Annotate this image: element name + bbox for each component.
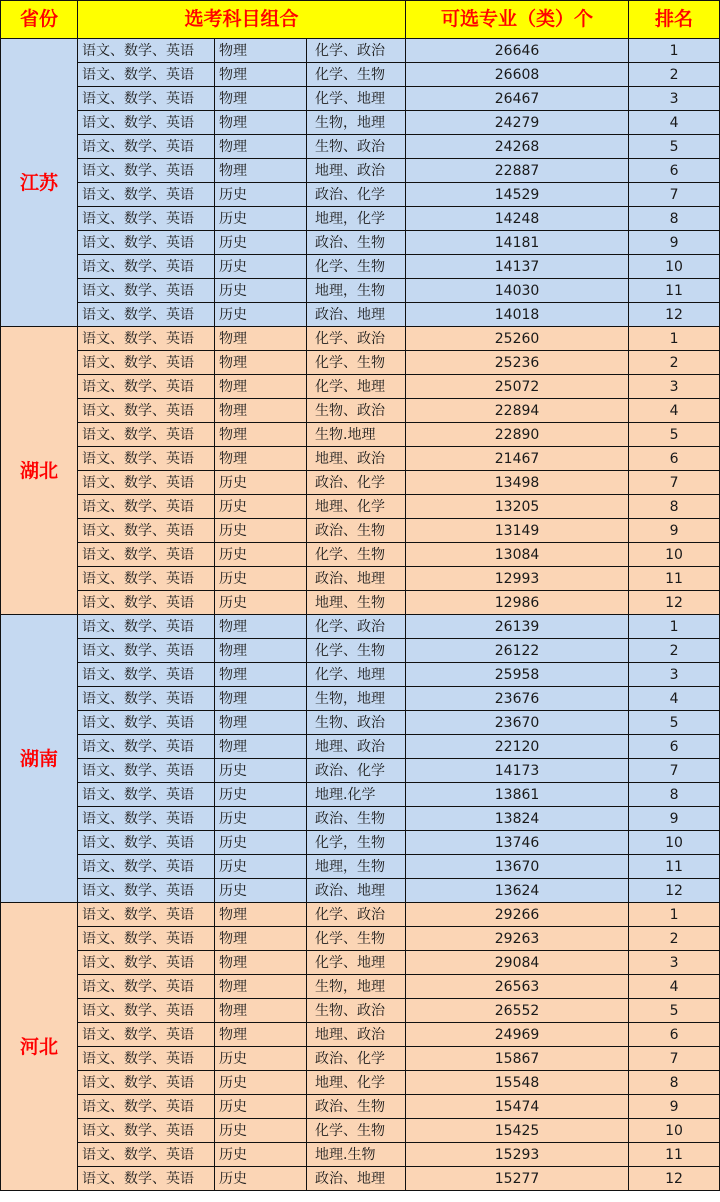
elective-subjects-cell: 化学、政治 (307, 327, 406, 351)
primary-subject-cell: 物理 (215, 951, 307, 975)
major-count-cell: 26646 (406, 39, 629, 63)
elective-subjects-cell: 政治、地理 (307, 879, 406, 903)
table-row (1, 1047, 720, 1071)
elective-subjects-cell: 化学、政治 (307, 903, 406, 927)
rank-cell: 9 (629, 519, 720, 543)
elective-subjects-cell: 化学、地理 (307, 87, 406, 111)
table-row (1, 39, 720, 63)
major-count-cell: 15277 (406, 1167, 629, 1191)
table-row (1, 1167, 720, 1191)
major-count-cell: 12986 (406, 591, 629, 615)
header-count: 可选专业（类）个 (406, 1, 629, 39)
elective-subjects-cell: 地理，化学 (307, 207, 406, 231)
elective-subjects-cell: 地理.生物 (307, 1143, 406, 1167)
rank-cell: 4 (629, 975, 720, 999)
major-count-cell: 22890 (406, 423, 629, 447)
elective-subjects-cell: 地理.化学 (307, 783, 406, 807)
rank-cell: 5 (629, 999, 720, 1023)
elective-subjects-cell: 生物、政治 (307, 711, 406, 735)
elective-subjects-cell: 生物，地理 (307, 975, 406, 999)
elective-subjects-cell: 地理、生物 (307, 591, 406, 615)
rank-cell: 6 (629, 447, 720, 471)
table-row (1, 879, 720, 903)
elective-subjects-cell: 生物，地理 (307, 111, 406, 135)
rank-cell: 12 (629, 1167, 720, 1191)
table-row (1, 807, 720, 831)
elective-subjects-cell: 政治、化学 (307, 471, 406, 495)
rank-cell: 6 (629, 1023, 720, 1047)
major-count-cell: 13670 (406, 855, 629, 879)
major-count-cell: 14529 (406, 183, 629, 207)
core-subjects-cell: 语文、数学、英语 (78, 975, 215, 999)
table-row (1, 375, 720, 399)
major-count-cell: 13624 (406, 879, 629, 903)
core-subjects-cell: 语文、数学、英语 (78, 1119, 215, 1143)
elective-subjects-cell: 生物.地理 (307, 423, 406, 447)
elective-subjects-cell: 地理、化学 (307, 1071, 406, 1095)
core-subjects-cell: 语文、数学、英语 (78, 903, 215, 927)
elective-subjects-cell: 生物、政治 (307, 399, 406, 423)
core-subjects-cell: 语文、数学、英语 (78, 231, 215, 255)
major-count-cell: 13824 (406, 807, 629, 831)
core-subjects-cell: 语文、数学、英语 (78, 39, 215, 63)
core-subjects-cell: 语文、数学、英语 (78, 783, 215, 807)
major-count-cell: 13205 (406, 495, 629, 519)
table-row (1, 63, 720, 87)
primary-subject-cell: 物理 (215, 159, 307, 183)
core-subjects-cell: 语文、数学、英语 (78, 759, 215, 783)
elective-subjects-cell: 化学、生物 (307, 351, 406, 375)
primary-subject-cell: 历史 (215, 543, 307, 567)
primary-subject-cell: 物理 (215, 975, 307, 999)
table-row (1, 447, 720, 471)
table-row (1, 663, 720, 687)
elective-subjects-cell: 化学、地理 (307, 951, 406, 975)
table-row (1, 279, 720, 303)
elective-subjects-cell: 政治、生物 (307, 231, 406, 255)
elective-subjects-cell: 化学、政治 (307, 39, 406, 63)
rank-cell: 1 (629, 615, 720, 639)
primary-subject-cell: 物理 (215, 351, 307, 375)
primary-subject-cell: 物理 (215, 111, 307, 135)
table-row (1, 327, 720, 351)
core-subjects-cell: 语文、数学、英语 (78, 351, 215, 375)
major-count-cell: 23670 (406, 711, 629, 735)
primary-subject-cell: 物理 (215, 687, 307, 711)
primary-subject-cell: 物理 (215, 63, 307, 87)
rank-cell: 12 (629, 879, 720, 903)
major-count-cell: 13861 (406, 783, 629, 807)
core-subjects-cell: 语文、数学、英语 (78, 87, 215, 111)
primary-subject-cell: 物理 (215, 423, 307, 447)
elective-subjects-cell: 政治、生物 (307, 519, 406, 543)
table-row (1, 543, 720, 567)
province-cell: 湖南 (1, 615, 78, 903)
table-row (1, 831, 720, 855)
core-subjects-cell: 语文、数学、英语 (78, 951, 215, 975)
table-row (1, 111, 720, 135)
table-row (1, 351, 720, 375)
primary-subject-cell: 历史 (215, 495, 307, 519)
elective-subjects-cell: 政治、地理 (307, 303, 406, 327)
primary-subject-cell: 历史 (215, 279, 307, 303)
rank-cell: 4 (629, 687, 720, 711)
major-count-cell: 23676 (406, 687, 629, 711)
table-row (1, 999, 720, 1023)
rank-cell: 1 (629, 903, 720, 927)
major-count-cell: 21467 (406, 447, 629, 471)
major-count-cell: 15474 (406, 1095, 629, 1119)
major-count-cell: 14030 (406, 279, 629, 303)
core-subjects-cell: 语文、数学、英语 (78, 303, 215, 327)
primary-subject-cell: 历史 (215, 255, 307, 279)
table-row (1, 711, 720, 735)
rank-cell: 11 (629, 855, 720, 879)
major-count-cell: 26552 (406, 999, 629, 1023)
primary-subject-cell: 物理 (215, 87, 307, 111)
primary-subject-cell: 历史 (215, 1143, 307, 1167)
rank-cell: 3 (629, 375, 720, 399)
rank-cell: 7 (629, 1047, 720, 1071)
table-row (1, 1119, 720, 1143)
rank-cell: 3 (629, 951, 720, 975)
elective-subjects-cell: 政治、化学 (307, 183, 406, 207)
primary-subject-cell: 物理 (215, 999, 307, 1023)
table-row (1, 87, 720, 111)
core-subjects-cell: 语文、数学、英语 (78, 567, 215, 591)
major-count-cell: 24279 (406, 111, 629, 135)
table-row (1, 255, 720, 279)
primary-subject-cell: 历史 (215, 831, 307, 855)
primary-subject-cell: 物理 (215, 663, 307, 687)
rank-cell: 8 (629, 783, 720, 807)
core-subjects-cell: 语文、数学、英语 (78, 279, 215, 303)
rank-cell: 5 (629, 711, 720, 735)
core-subjects-cell: 语文、数学、英语 (78, 135, 215, 159)
primary-subject-cell: 物理 (215, 447, 307, 471)
table-row (1, 399, 720, 423)
rank-cell: 7 (629, 183, 720, 207)
table-row (1, 759, 720, 783)
elective-subjects-cell: 政治、生物 (307, 807, 406, 831)
elective-subjects-cell: 政治、化学 (307, 1047, 406, 1071)
rank-cell: 1 (629, 327, 720, 351)
major-count-cell: 24969 (406, 1023, 629, 1047)
core-subjects-cell: 语文、数学、英语 (78, 831, 215, 855)
rank-cell: 2 (629, 927, 720, 951)
core-subjects-cell: 语文、数学、英语 (78, 879, 215, 903)
elective-subjects-cell: 化学、地理 (307, 663, 406, 687)
major-count-cell: 13498 (406, 471, 629, 495)
rank-cell: 6 (629, 159, 720, 183)
core-subjects-cell: 语文、数学、英语 (78, 999, 215, 1023)
primary-subject-cell: 历史 (215, 471, 307, 495)
core-subjects-cell: 语文、数学、英语 (78, 159, 215, 183)
primary-subject-cell: 物理 (215, 375, 307, 399)
core-subjects-cell: 语文、数学、英语 (78, 855, 215, 879)
rank-cell: 3 (629, 87, 720, 111)
core-subjects-cell: 语文、数学、英语 (78, 1071, 215, 1095)
table-row (1, 735, 720, 759)
core-subjects-cell: 语文、数学、英语 (78, 615, 215, 639)
table-row (1, 135, 720, 159)
core-subjects-cell: 语文、数学、英语 (78, 1023, 215, 1047)
table-row (1, 855, 720, 879)
table-row (1, 783, 720, 807)
primary-subject-cell: 历史 (215, 207, 307, 231)
elective-subjects-cell: 政治、地理 (307, 1167, 406, 1191)
table-row (1, 1143, 720, 1167)
elective-subjects-cell: 化学、生物 (307, 543, 406, 567)
header-combination: 选考科目组合 (78, 1, 406, 39)
table-body (1, 39, 720, 1191)
major-count-cell: 25072 (406, 375, 629, 399)
major-count-cell: 25260 (406, 327, 629, 351)
major-count-cell: 26563 (406, 975, 629, 999)
major-count-cell: 25236 (406, 351, 629, 375)
core-subjects-cell: 语文、数学、英语 (78, 591, 215, 615)
core-subjects-cell: 语文、数学、英语 (78, 495, 215, 519)
major-count-cell: 13149 (406, 519, 629, 543)
major-count-cell: 26608 (406, 63, 629, 87)
table-row (1, 495, 720, 519)
major-count-cell: 15293 (406, 1143, 629, 1167)
table-row (1, 927, 720, 951)
primary-subject-cell: 历史 (215, 1071, 307, 1095)
header-province: 省份 (1, 1, 78, 39)
core-subjects-cell: 语文、数学、英语 (78, 447, 215, 471)
core-subjects-cell: 语文、数学、英语 (78, 519, 215, 543)
elective-subjects-cell: 地理、政治 (307, 159, 406, 183)
primary-subject-cell: 物理 (215, 711, 307, 735)
primary-subject-cell: 物理 (215, 327, 307, 351)
table-row (1, 1095, 720, 1119)
table-row (1, 1071, 720, 1095)
primary-subject-cell: 物理 (215, 735, 307, 759)
rank-cell: 8 (629, 495, 720, 519)
major-count-cell: 29263 (406, 927, 629, 951)
primary-subject-cell: 历史 (215, 1095, 307, 1119)
primary-subject-cell: 物理 (215, 903, 307, 927)
primary-subject-cell: 历史 (215, 1167, 307, 1191)
core-subjects-cell: 语文、数学、英语 (78, 399, 215, 423)
rank-cell: 6 (629, 735, 720, 759)
province-cell: 河北 (1, 903, 78, 1191)
primary-subject-cell: 物理 (215, 39, 307, 63)
table-row (1, 303, 720, 327)
elective-subjects-cell: 政治、地理 (307, 567, 406, 591)
major-count-cell: 14137 (406, 255, 629, 279)
rank-cell: 11 (629, 1143, 720, 1167)
primary-subject-cell: 历史 (215, 231, 307, 255)
rank-cell: 2 (629, 351, 720, 375)
elective-subjects-cell: 地理、化学 (307, 495, 406, 519)
table-row (1, 975, 720, 999)
major-count-cell: 26139 (406, 615, 629, 639)
table-row (1, 1023, 720, 1047)
elective-subjects-cell: 地理，生物 (307, 855, 406, 879)
core-subjects-cell: 语文、数学、英语 (78, 1095, 215, 1119)
core-subjects-cell: 语文、数学、英语 (78, 1047, 215, 1071)
table-row (1, 519, 720, 543)
rank-cell: 5 (629, 135, 720, 159)
primary-subject-cell: 历史 (215, 519, 307, 543)
elective-subjects-cell: 地理、政治 (307, 735, 406, 759)
elective-subjects-cell: 生物、政治 (307, 999, 406, 1023)
rank-cell: 11 (629, 567, 720, 591)
table-row (1, 567, 720, 591)
primary-subject-cell: 历史 (215, 855, 307, 879)
major-count-cell: 15867 (406, 1047, 629, 1071)
core-subjects-cell: 语文、数学、英语 (78, 1167, 215, 1191)
elective-subjects-cell: 化学、政治 (307, 615, 406, 639)
core-subjects-cell: 语文、数学、英语 (78, 543, 215, 567)
core-subjects-cell: 语文、数学、英语 (78, 207, 215, 231)
table-row (1, 471, 720, 495)
core-subjects-cell: 语文、数学、英语 (78, 1143, 215, 1167)
rank-cell: 4 (629, 111, 720, 135)
rank-cell: 12 (629, 303, 720, 327)
core-subjects-cell: 语文、数学、英语 (78, 63, 215, 87)
core-subjects-cell: 语文、数学、英语 (78, 327, 215, 351)
primary-subject-cell: 历史 (215, 759, 307, 783)
rank-cell: 7 (629, 471, 720, 495)
table-row (1, 423, 720, 447)
province-cell: 江苏 (1, 39, 78, 327)
province-cell: 湖北 (1, 327, 78, 615)
elective-subjects-cell: 地理、政治 (307, 447, 406, 471)
primary-subject-cell: 历史 (215, 567, 307, 591)
elective-subjects-cell: 生物，地理 (307, 687, 406, 711)
major-count-cell: 26467 (406, 87, 629, 111)
table-row (1, 207, 720, 231)
major-count-cell: 24268 (406, 135, 629, 159)
major-count-cell: 22887 (406, 159, 629, 183)
major-count-cell: 29266 (406, 903, 629, 927)
rank-cell: 2 (629, 63, 720, 87)
core-subjects-cell: 语文、数学、英语 (78, 183, 215, 207)
elective-subjects-cell: 政治、生物 (307, 1095, 406, 1119)
major-count-cell: 12993 (406, 567, 629, 591)
core-subjects-cell: 语文、数学、英语 (78, 255, 215, 279)
elective-subjects-cell: 化学、生物 (307, 1119, 406, 1143)
elective-subjects-cell: 化学、生物 (307, 639, 406, 663)
header-rank: 排名 (629, 1, 720, 39)
table-row (1, 615, 720, 639)
primary-subject-cell: 物理 (215, 927, 307, 951)
elective-subjects-cell: 政治、化学 (307, 759, 406, 783)
core-subjects-cell: 语文、数学、英语 (78, 663, 215, 687)
primary-subject-cell: 物理 (215, 1023, 307, 1047)
major-count-cell: 29084 (406, 951, 629, 975)
table-row (1, 639, 720, 663)
core-subjects-cell: 语文、数学、英语 (78, 423, 215, 447)
major-count-cell: 14248 (406, 207, 629, 231)
primary-subject-cell: 物理 (215, 615, 307, 639)
major-count-cell: 15548 (406, 1071, 629, 1095)
core-subjects-cell: 语文、数学、英语 (78, 375, 215, 399)
rank-cell: 2 (629, 639, 720, 663)
primary-subject-cell: 历史 (215, 807, 307, 831)
elective-subjects-cell: 化学，生物 (307, 831, 406, 855)
primary-subject-cell: 物理 (215, 639, 307, 663)
primary-subject-cell: 历史 (215, 879, 307, 903)
elective-subjects-cell: 化学、地理 (307, 375, 406, 399)
elective-subjects-cell: 地理、政治 (307, 1023, 406, 1047)
elective-subjects-cell: 生物、政治 (307, 135, 406, 159)
rank-cell: 4 (629, 399, 720, 423)
core-subjects-cell: 语文、数学、英语 (78, 711, 215, 735)
core-subjects-cell: 语文、数学、英语 (78, 735, 215, 759)
elective-subjects-cell: 化学、生物 (307, 927, 406, 951)
table-row (1, 951, 720, 975)
rank-cell: 9 (629, 1095, 720, 1119)
primary-subject-cell: 历史 (215, 1119, 307, 1143)
rank-cell: 10 (629, 255, 720, 279)
rank-cell: 1 (629, 39, 720, 63)
primary-subject-cell: 历史 (215, 183, 307, 207)
core-subjects-cell: 语文、数学、英语 (78, 111, 215, 135)
elective-subjects-cell: 地理，生物 (307, 279, 406, 303)
rank-cell: 10 (629, 1119, 720, 1143)
table-row (1, 159, 720, 183)
rank-cell: 8 (629, 207, 720, 231)
core-subjects-cell: 语文、数学、英语 (78, 471, 215, 495)
major-count-cell: 13746 (406, 831, 629, 855)
primary-subject-cell: 历史 (215, 303, 307, 327)
table-row (1, 183, 720, 207)
rank-cell: 12 (629, 591, 720, 615)
primary-subject-cell: 历史 (215, 591, 307, 615)
table-row (1, 687, 720, 711)
table-row (1, 903, 720, 927)
elective-subjects-cell: 化学、生物 (307, 63, 406, 87)
major-count-cell: 14181 (406, 231, 629, 255)
primary-subject-cell: 历史 (215, 783, 307, 807)
core-subjects-cell: 语文、数学、英语 (78, 687, 215, 711)
core-subjects-cell: 语文、数学、英语 (78, 639, 215, 663)
primary-subject-cell: 物理 (215, 135, 307, 159)
core-subjects-cell: 语文、数学、英语 (78, 807, 215, 831)
elective-subjects-cell: 化学、生物 (307, 255, 406, 279)
major-count-cell: 13084 (406, 543, 629, 567)
rank-cell: 9 (629, 807, 720, 831)
major-count-cell: 15425 (406, 1119, 629, 1143)
major-count-cell: 26122 (406, 639, 629, 663)
primary-subject-cell: 历史 (215, 1047, 307, 1071)
header-row (1, 1, 720, 39)
major-count-cell: 25958 (406, 663, 629, 687)
rank-cell: 3 (629, 663, 720, 687)
major-count-cell: 22120 (406, 735, 629, 759)
table-row (1, 591, 720, 615)
rank-cell: 11 (629, 279, 720, 303)
rank-cell: 8 (629, 1071, 720, 1095)
rank-cell: 5 (629, 423, 720, 447)
major-count-cell: 14173 (406, 759, 629, 783)
table-row (1, 231, 720, 255)
rank-cell: 10 (629, 543, 720, 567)
core-subjects-cell: 语文、数学、英语 (78, 927, 215, 951)
rank-cell: 7 (629, 759, 720, 783)
primary-subject-cell: 物理 (215, 399, 307, 423)
rank-cell: 9 (629, 231, 720, 255)
major-count-cell: 22894 (406, 399, 629, 423)
major-count-cell: 14018 (406, 303, 629, 327)
rank-cell: 10 (629, 831, 720, 855)
